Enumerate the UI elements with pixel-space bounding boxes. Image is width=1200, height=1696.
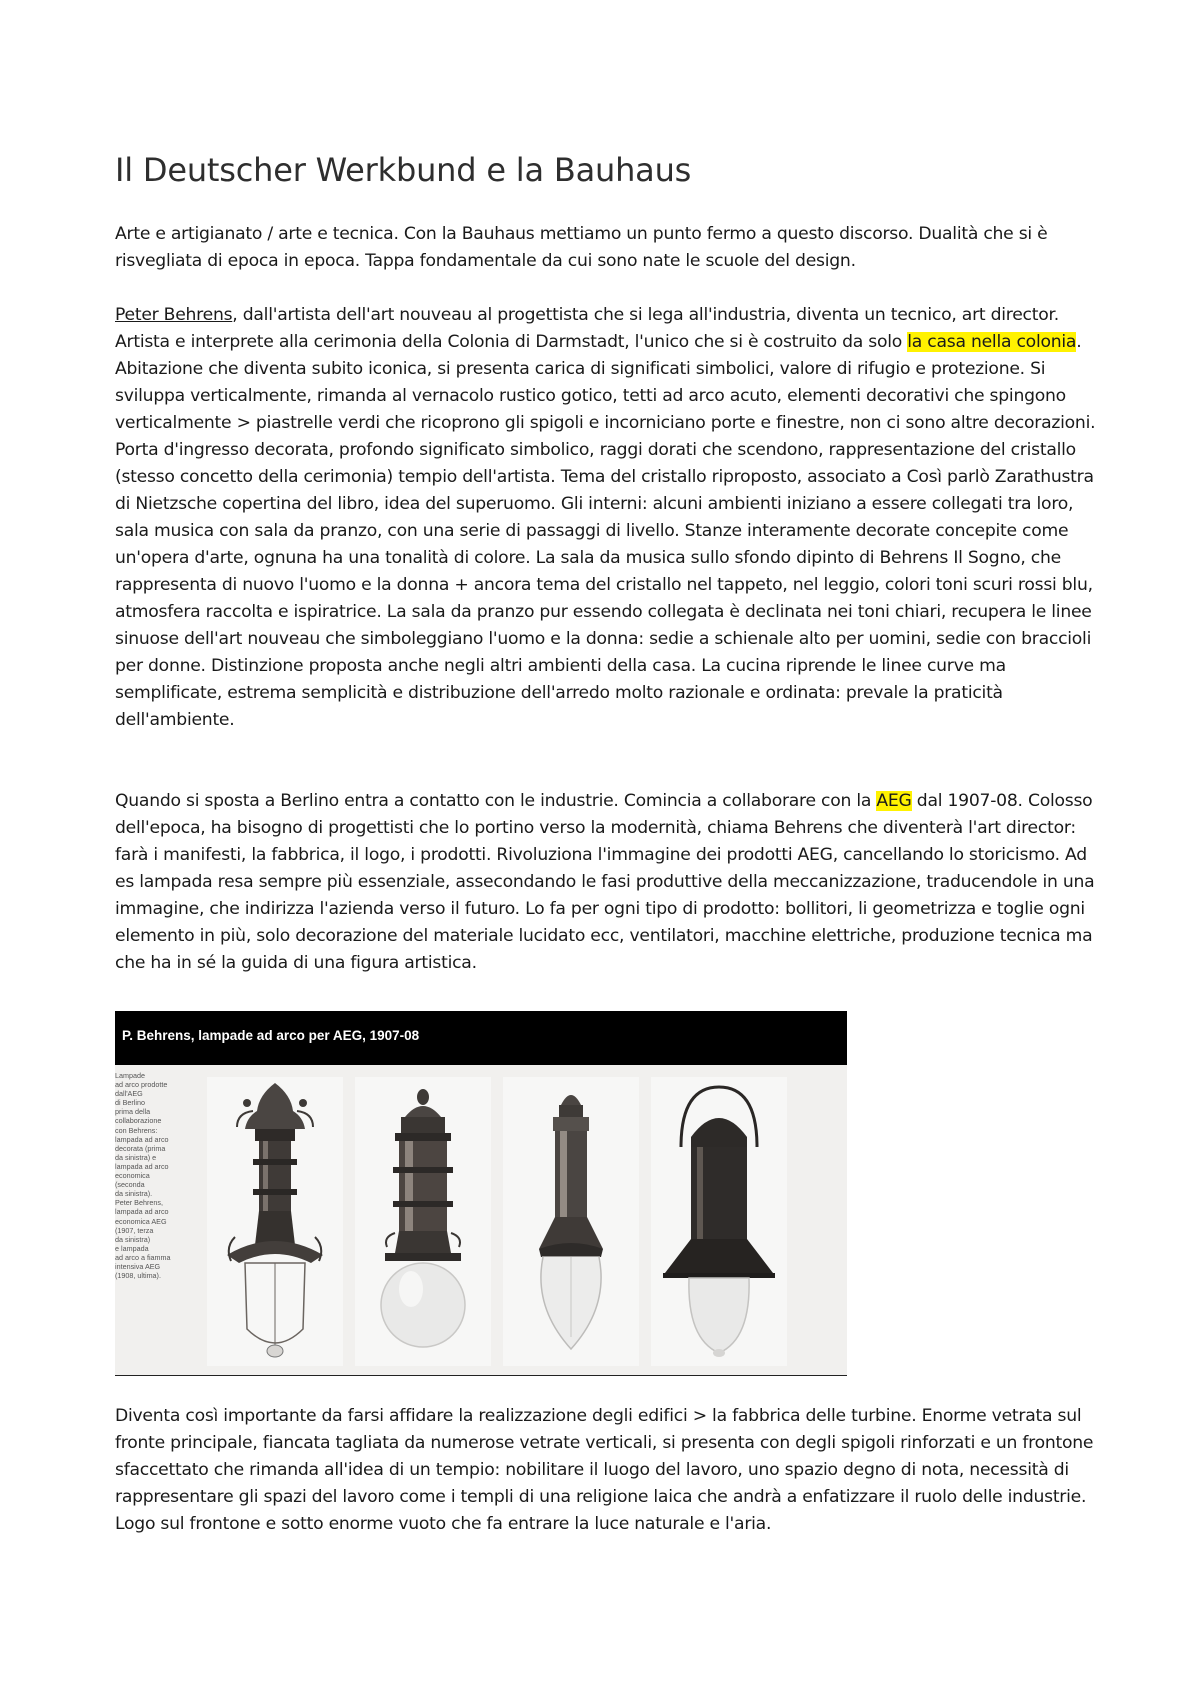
figure-photo-area: [115, 1065, 847, 1376]
highlight-casa-colonia: la casa nella colonia: [907, 332, 1077, 352]
aeg-paragraph: [115, 788, 1100, 977]
turbine-factory-paragraph: Diventa così importante da farsi affidare la realizzazione degli edifici > la fabbrica delle turbine. Enorme vetrata sul fronte principale, fiancata tagliata da numerose vetrate verticali, si presenta con degli spigoli rinforzati e un frontone sfaccettato che rimanda all'idea di un tempio: nobilitare il luogo del lavoro, uno spazio degno di nota, necessità di rappresentare gli spazi del lavoro come i templi di una religione laica che andrà a enfatizzare il ruolo delle industrie. Logo sul frontone e sotto enorme vuoto che fa entrare la luce naturale e l'aria.: [115, 1406, 1094, 1534]
aeg-text-b: dal 1907-08. Colosso dell'epoca, ha bisogno di progettisti che lo portino verso la modernità, chiama Behrens che diventerà l'art director: farà i manifesti, la fabbrica, il logo, i prodotti. Rivoluziona l'immagine dei prodotti AEG, cancellando lo storicismo. Ad es lampada resa sempre più essenziale, assecondando le fasi produttive della meccanizzazione, traducendole in una immagine, che indirizza l'azienda verso il futuro. Lo fa per ogni tipo di prodotto: bollitori, li geometrizza e toglie ogni elemento in più, solo decorazione del materiale lucidato ecc, ventilatori, macchine elettriche, produzione tecnica ma che ha in sé la guida di una figura artistica.: [115, 791, 1095, 973]
highlight-aeg: AEG: [876, 791, 912, 811]
figure-title: P. Behrens, lampade ad arco per AEG, 1907-08: [122, 1028, 420, 1043]
intro-paragraph: Arte e artigianato / arte e tecnica. Con la Bauhaus mettiamo un punto fermo a questo discorso. Dualità che si è risvegliata di epoca in epoca. Tappa fondamentale da cui sono nate le scuole del design.: [115, 224, 1048, 271]
behrens-text-b: . Abitazione che diventa subito iconica, si presenta carica di significati simbolici, valore di rifugio e protezione. Si sviluppa verticalmente, rimanda al vernacolo rustico gotico, tetti ad arco acuto, elementi decorativi che spingono verticalmente > piastrelle verdi che ricoprono gli spigoli e incorniciano porte e finestre, non ci sono altre decorazioni. Porta d'ingresso decorata, profondo significato simbolico, raggi dorati che scendono, rappresentazione del cristallo (stesso concetto della cerimonia) tempio dell'artista. Tema del cristallo riproposto, associato a Così parlò Zarathustra di Nietzsche copertina del libro, idea del superuomo. Gli interni: alcuni ambienti iniziano a essere collegati tra loro, sala musica con sala da pranzo, con una serie di passaggi di livello. Stanze interamente decorate concepite come un'opera d'arte, ognuna ha una tonalità di colore. La sala da musica sullo sfondo dipinto di Behrens Il Sogno, che rappresenta di nuovo l'uomo e la donna + ancora tema del cristallo nel tappeto, nel leggio, colori toni scuri rossi blu, atmosfera raccolta e ispiratrice. La sala da pranzo pur essendo collegata è declinata nei toni chiari, recupera le linee sinuose dell'art nouveau che simboleggiano l'uomo e la donna: sedie a schienale alto per uomini, sedie con braccioli per donne. Distinzione proposta anche negli altri ambienti della casa. La cucina riprende le linee curve ma semplificate, estrema semplicità e distribuzione dell'arredo molto razionale e ordinata: prevale la praticità dell'ambiente.: [115, 332, 1096, 730]
figure-bottom-rule: [115, 1375, 847, 1376]
lamp-economic-illustration: [355, 1077, 491, 1366]
lamp-behrens-1907-illustration: [503, 1077, 639, 1366]
aeg-text-a: Quando si sposta a Berlino entra a contatto con le industrie. Comincia a collaborare con la: [115, 791, 877, 811]
behrens-text-a: , dall'artista dell'art nouveau al progettista che si lega all'industria, diventa un tecnico, art director. Artista e interprete alla cerimonia della Colonia di Darmstadt, l'unico che si è costruito da solo: [115, 305, 1059, 352]
lamp-photo-behrens-1908: [651, 1077, 787, 1366]
lamps-figure: [115, 1011, 847, 1376]
behrens-name-link: Peter Behrens: [115, 305, 233, 325]
figure-caption: Lampade ad arco prodotte dall'AEG di Berlino prima della collaborazione con Behrens: lampada ad arco decorata (prima da sinistra) e lampada ad arco economica (seconda da sinistra). Peter Behrens, lampada ad arco economica AEG (1907, terza da sinistra) e lampada ad arco a fiamma intensiva AEG (1908, ultima).: [115, 1071, 171, 1281]
lamp-behrens-1908-illustration: [651, 1077, 787, 1366]
behrens-paragraph: [115, 302, 1100, 734]
page-title: Il Deutscher Werkbund e la Bauhaus: [115, 151, 692, 189]
lamp-photo-economic: [355, 1077, 491, 1366]
lamp-photo-decorated: [207, 1077, 343, 1366]
lamp-decorated-illustration: [207, 1077, 343, 1366]
figure-banner: [115, 1011, 847, 1065]
lamp-photo-behrens-1907: [503, 1077, 639, 1366]
